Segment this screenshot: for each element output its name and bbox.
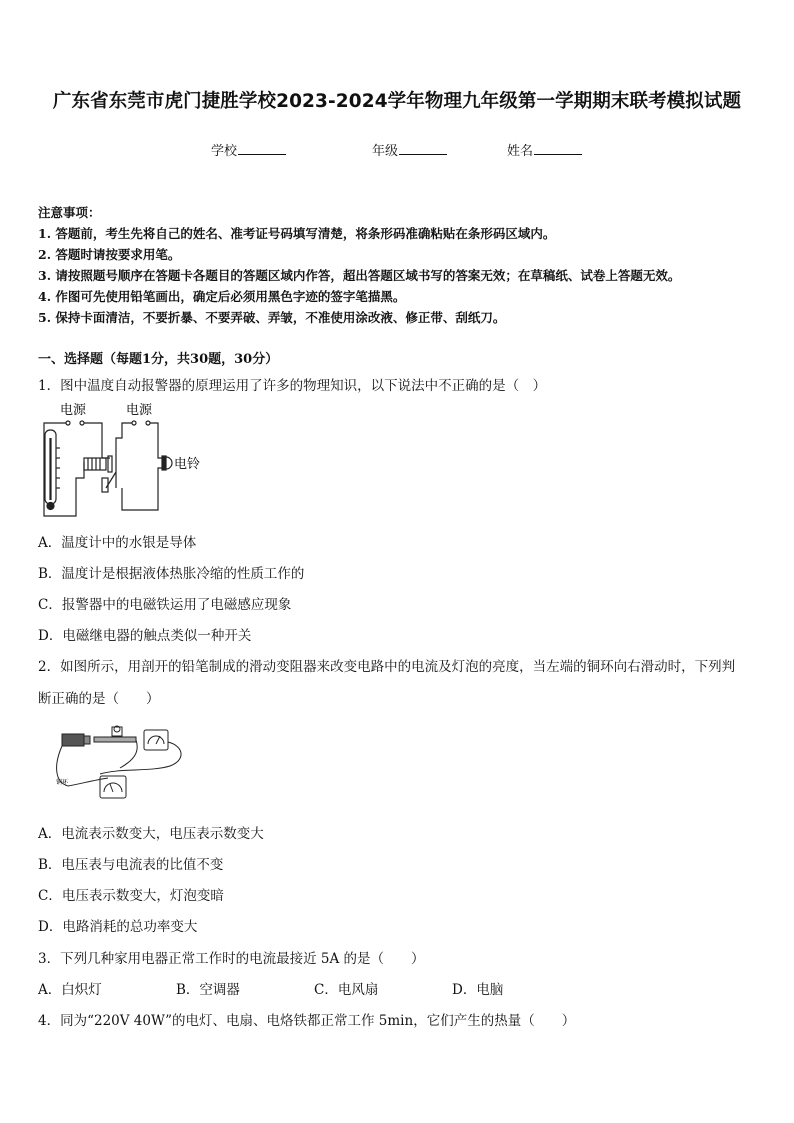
school-label: 学校 [211,144,238,159]
notice-item: 3. 请按照题号顺序在答题卡各题目的答题区域内作答，超出答题区域书写的答案无效；在草稿纸、试卷上答题无效。 [38,268,681,283]
school-blank [238,142,286,155]
question-1-option-a: A．温度计中的水银是导体 [38,535,197,551]
question-3-option-c: C．电风扇 [314,982,379,998]
question-2-stem-line1: 2．如图所示，用剖开的铅笔制成的滑动变阻器来改变电路中的电流及灯泡的亮度，当左端的铜环向右滑动时，下列判 [38,659,736,675]
copper-ring-label: 铜环 [56,779,69,786]
grade-label: 年级 [372,144,399,159]
rheostat-circuit-figure [50,724,200,804]
name-label: 姓名 [507,144,534,159]
bell-label: 电铃 [174,457,201,472]
question-1-option-c: C．报警器中的电磁铁运用了电磁感应现象 [38,597,292,613]
notice-item: 2. 答题时请按要求用笔。 [38,247,181,262]
notice-item: 1. 答题前，考生先将自己的姓名、准考证号码填写清楚，将条形码准确粘贴在条形码区域内。 [38,226,556,241]
notice-item: 4. 作图可先使用铅笔画出，确定后必须用黑色字迹的签字笔描黑。 [38,289,406,304]
question-3-stem: 3．下列几种家用电器正常工作时的电流最接近 5A 的是（ ） [38,951,425,967]
grade-field [372,140,447,159]
question-1-stem: 1．图中温度自动报警器的原理运用了许多的物理知识，以下说法中不正确的是（ ） [38,378,547,394]
power-label-2: 电源 [126,403,153,418]
power-label-1: 电源 [60,403,87,418]
question-4-stem: 4．同为“220V 40W”的电灯、电扇、电烙铁都正常工作 5min，它们产生的热量（ ） [38,1013,576,1029]
alarm-circuit-figure [36,398,216,522]
question-2-option-c: C．电压表示数变大，灯泡变暗 [38,888,224,904]
question-1-option-b: B．温度计是根据液体热胀冷缩的性质工作的 [38,566,305,582]
section-heading: 一、选择题（每题1分，共30题，30分） [38,352,279,367]
notice-heading: 注意事项： [38,205,101,220]
question-3-option-b: B．空调器 [176,982,240,998]
question-2-stem-line2: 断正确的是（ ） [38,691,160,707]
page-title: 广东省东莞市虎门捷胜学校2023-2024学年物理九年级第一学期期末联考模拟试题 [52,91,742,112]
question-2-option-a: A．电流表示数变大，电压表示数变大 [38,826,264,842]
name-field [507,140,582,159]
question-3-option-a: A．白炽灯 [38,982,102,998]
school-field [211,140,286,159]
question-3-option-d: D．电脑 [452,982,504,998]
notice-item: 5. 保持卡面清洁，不要折暴、不要弄破、弄皱，不准使用涂改液、修正带、刮纸刀。 [38,310,506,325]
name-blank [534,142,582,155]
grade-blank [399,142,447,155]
question-1-option-d: D．电磁继电器的触点类似一种开关 [38,628,252,644]
question-2-option-b: B．电压表与电流表的比值不变 [38,857,224,873]
question-2-option-d: D．电路消耗的总功率变大 [38,919,198,935]
